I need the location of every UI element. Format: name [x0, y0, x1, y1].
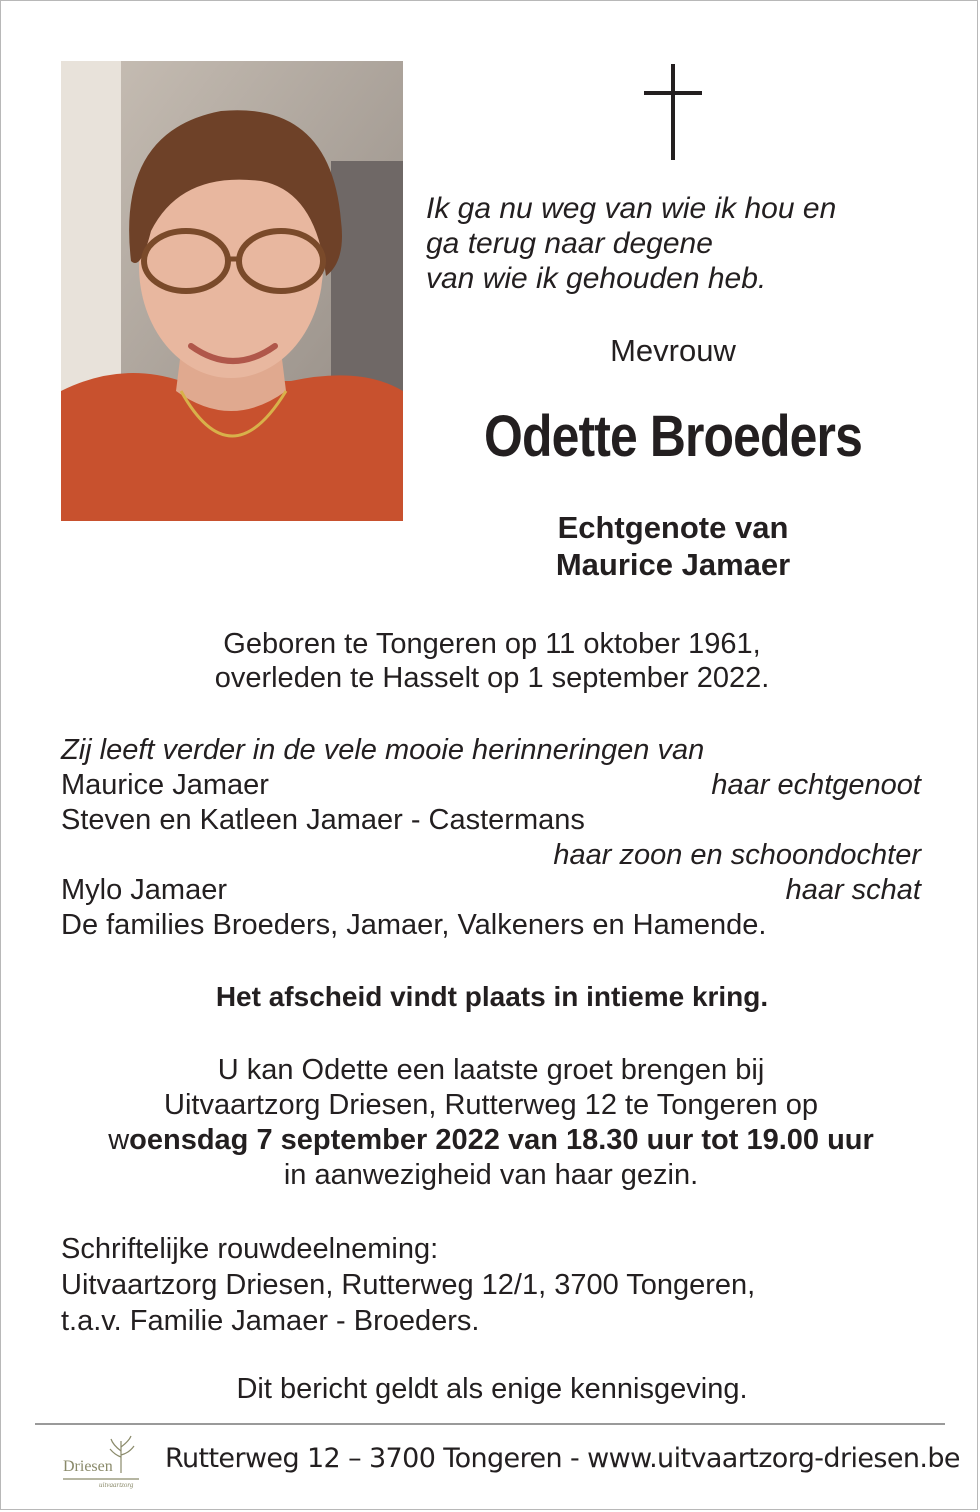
visit-line: Uitvaartzorg Driesen, Rutterweg 12 te Tongeren op: [164, 1089, 818, 1121]
family-intro: Zij leeft verder in de vele mooie herinneringen van: [61, 734, 705, 766]
family-member-name: Mylo Jamaer: [61, 874, 227, 906]
family-member-relation: haar schat: [785, 874, 921, 906]
written-line: t.a.v. Familie Jamaer - Broeders.: [61, 1305, 480, 1337]
family-list: [61, 733, 921, 943]
visit-datetime: [31, 1123, 951, 1158]
salutation: Mevrouw: [610, 333, 736, 368]
ceremony-notice: Het afscheid vindt plaats in intieme kring.: [215, 981, 769, 1012]
dates: [61, 627, 923, 695]
footer-address: Rutterweg 12 – 3700 Tongeren - www.uitvaartzorg-driesen.be: [165, 1443, 960, 1474]
family-row: [61, 768, 921, 803]
family-member-relation: haar zoon en schoondochter: [553, 839, 921, 871]
family-member-name: Steven en Katleen Jamaer - Castermans: [61, 804, 585, 836]
visit-datetime-prefix: w: [108, 1124, 130, 1156]
visit-line: U kan Odette een laatste groet brengen bij: [217, 1054, 765, 1086]
family-member-name: Maurice Jamaer: [61, 769, 269, 801]
spouse-line: Echtgenote van: [557, 510, 789, 545]
logo-subtext: uitvaartzorg: [99, 1481, 134, 1489]
portrait-photo: [61, 61, 403, 521]
family-closing: De families Broeders, Jamaer, Valkeners en Hamende.: [61, 909, 767, 941]
footer-divider: [35, 1423, 945, 1425]
deceased-name: Odette Broeders: [484, 404, 862, 469]
family-row: [61, 873, 921, 908]
driesen-logo: [61, 1433, 143, 1491]
written-line: Schriftelijke rouwdeelneming:: [61, 1233, 439, 1265]
cross-icon: [644, 64, 702, 160]
written-line: Uitvaartzorg Driesen, Rutterweg 12/1, 3700 Tongeren,: [61, 1269, 756, 1301]
birth-line: Geboren te Tongeren op 11 oktober 1961,: [223, 628, 761, 660]
visit-line: in aanwezigheid van haar gezin.: [283, 1159, 699, 1191]
notice-text: Dit bericht geldt als enige kennisgeving.: [236, 1373, 748, 1405]
poem-line: van wie ik gehouden heb.: [426, 262, 767, 295]
logo-text: Driesen: [63, 1458, 113, 1475]
poem-line: Ik ga nu weg van wie ik hou en: [426, 192, 837, 225]
written-condolences: [61, 1231, 755, 1339]
poem-line: ga terug naar degene: [426, 227, 713, 260]
poem: [426, 191, 946, 296]
death-line: overleden te Hasselt op 1 september 2022.: [214, 662, 770, 694]
family-row: [61, 803, 921, 838]
spouse-info: [403, 509, 943, 583]
family-member-relation: haar echtgenoot: [711, 769, 921, 801]
visitation-info: [31, 1053, 951, 1193]
visit-datetime-bold: oensdag 7 september 2022 van 18.30 uur tot 19.00 uur: [129, 1124, 874, 1156]
spouse-name: Maurice Jamaer: [555, 547, 791, 582]
